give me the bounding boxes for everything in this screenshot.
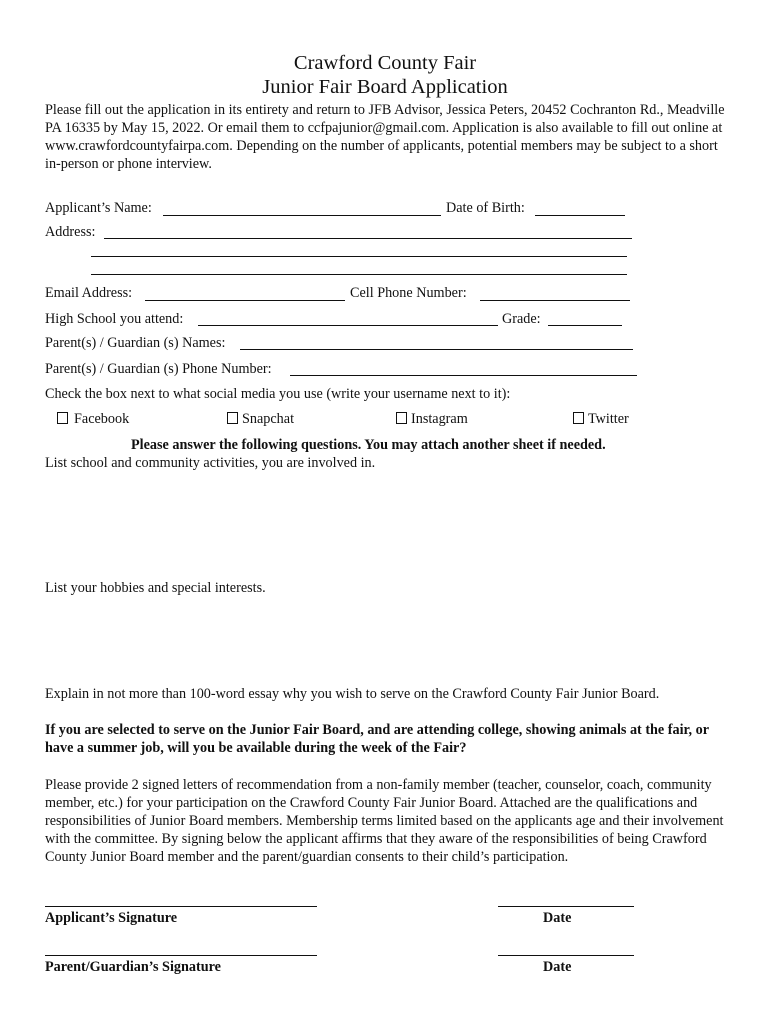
guardian-names-field[interactable] — [240, 349, 633, 350]
guardian-names-label: Parent(s) / Guardian (s) Names: — [45, 335, 226, 351]
applicant-signature-line[interactable] — [45, 906, 317, 907]
address-label: Address: — [45, 224, 96, 240]
hobbies-question: List your hobbies and special interests. — [45, 580, 266, 596]
school-field[interactable] — [198, 325, 498, 326]
social-option-label: Instagram — [411, 411, 468, 427]
applicant-name-field[interactable] — [163, 215, 441, 216]
applicant-signature-label: Applicant’s Signature — [45, 910, 178, 926]
form-title: Crawford County Fair — [293, 52, 477, 74]
social-option-facebook[interactable] — [57, 411, 129, 428]
cell-phone-label: Cell Phone Number: — [350, 285, 467, 301]
social-option-twitter[interactable] — [573, 411, 629, 428]
applicant-date-label: Date — [543, 910, 572, 926]
grade-field[interactable] — [548, 325, 622, 326]
applicant-date-line[interactable] — [498, 906, 634, 907]
guardian-date-label: Date — [543, 959, 572, 975]
guardian-date-line[interactable] — [498, 955, 634, 956]
address-field-line-3[interactable] — [91, 274, 627, 275]
recommendation-paragraph: Please provide 2 signed letters of recommendation from a non-family member (teacher, counselor, coach, community member, etc.) for your participation on the Crawford County Fair Junior Board. Attached are the qualifications and responsibilities of Junior Board members. Membership terms limited based on the applicants age and their involvement with the committee. By signing below the applicant affirms that they aware of the responsibilities of being Crawford County Junior Board member and the parent/guardian consents to their child’s participation. — [45, 777, 724, 865]
applicant-name-label: Applicant’s Name: — [45, 200, 152, 216]
intro-paragraph: Please fill out the application in its entirety and return to JFB Advisor, Jessica Peters, 20452 Cochranton Rd., Meadville PA 16335 by May 15, 2022. Or email them to ccfpajunior@gmail.com. Application is also available to fill out online at www.crawfordcountyfairpa.com. Depending on the number of applicants, potential members may be subject to a short in-person or phone interview. — [45, 102, 725, 172]
address-field-line-1[interactable] — [104, 238, 632, 239]
email-label: Email Address: — [45, 285, 133, 301]
social-option-instagram[interactable] — [396, 411, 468, 428]
school-label: High School you attend: — [45, 311, 184, 327]
guardian-signature-line[interactable] — [45, 955, 317, 956]
checkbox-icon[interactable] — [227, 412, 238, 424]
form-subtitle: Junior Fair Board Application — [262, 76, 508, 98]
social-option-label: Twitter — [588, 411, 629, 427]
guardian-phone-label: Parent(s) / Guardian (s) Phone Number: — [45, 361, 272, 377]
dob-field[interactable] — [535, 215, 625, 216]
checkbox-icon[interactable] — [573, 412, 584, 424]
cell-phone-field[interactable] — [480, 300, 630, 301]
social-option-label: Snapchat — [242, 411, 295, 427]
checkbox-icon[interactable] — [57, 412, 68, 424]
guardian-signature-label: Parent/Guardian’s Signature — [45, 959, 221, 975]
guardian-phone-field[interactable] — [290, 375, 637, 376]
questions-instructions: Please answer the following questions. You may attach another sheet if needed. — [131, 437, 606, 453]
grade-label: Grade: — [502, 311, 541, 327]
essay-question: Explain in not more than 100-word essay why you wish to serve on the Crawford County Fair Junior Board. — [45, 686, 660, 702]
address-field-line-2[interactable] — [91, 256, 627, 257]
social-option-label: Facebook — [74, 411, 130, 427]
activities-question: List school and community activities, you are involved in. — [45, 455, 376, 471]
checkbox-icon[interactable] — [396, 412, 407, 424]
email-field[interactable] — [145, 300, 345, 301]
availability-question: If you are selected to serve on the Junior Fair Board, and are attending college, showing animals at the fair, or have a summer job, will you be available during the week of the Fair? — [45, 722, 709, 756]
social-media-prompt: Check the box next to what social media you use (write your username next to it): — [45, 386, 511, 402]
dob-label: Date of Birth: — [446, 200, 525, 216]
social-option-snapchat[interactable] — [227, 411, 294, 428]
